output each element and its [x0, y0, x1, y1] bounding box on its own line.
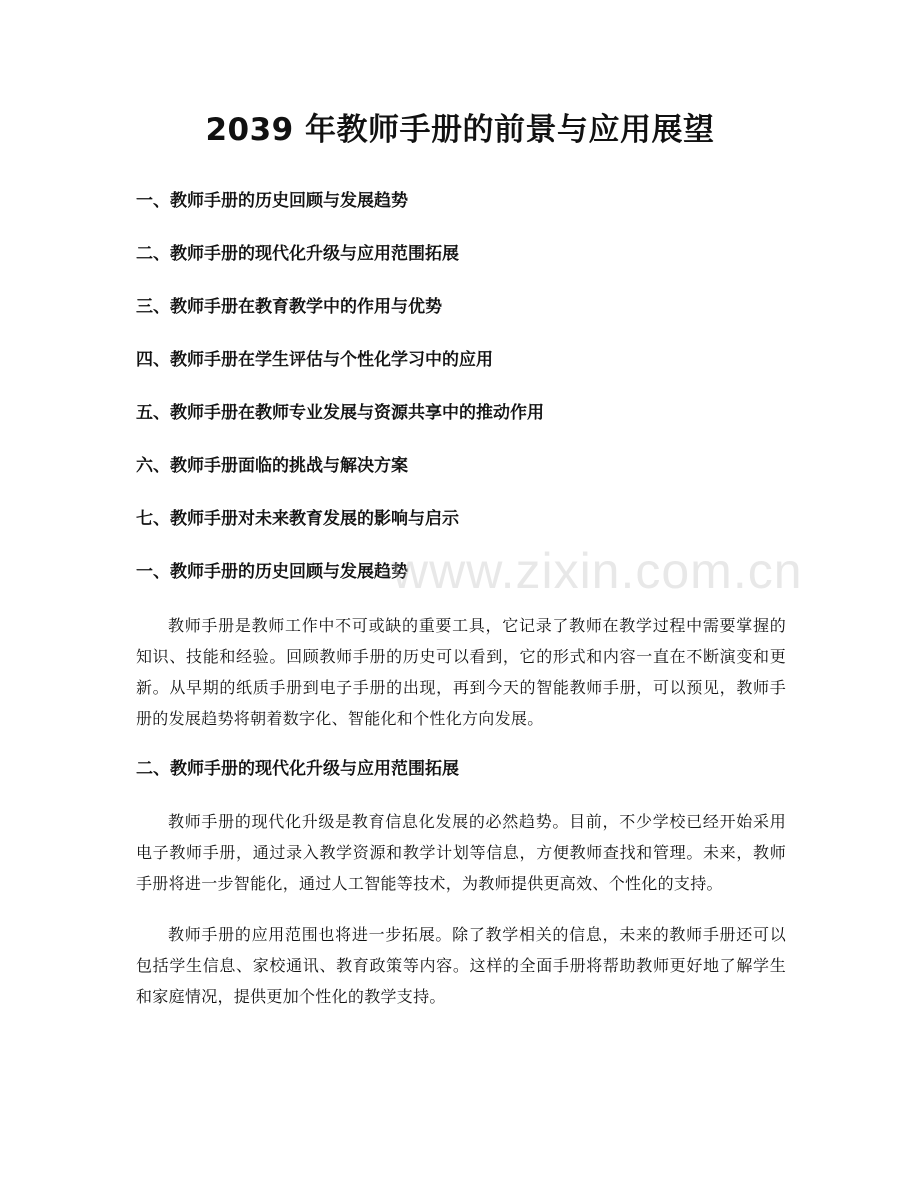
toc-item-5: 五、教师手册在教师专业发展与资源共享中的推动作用: [136, 403, 544, 423]
toc-item-6: 六、教师手册面临的挑战与解决方案: [136, 456, 408, 476]
document-title: 2039 年教师手册的前景与应用展望: [205, 112, 715, 148]
section-paragraph: 教师手册的现代化升级是教育信息化发展的必然趋势。目前，不少学校已经开始采用电子教师手册，通过录入教学资源和教学计划等信息，方便教师查找和管理。未来，教师手册将进一步智能化，通过人工智能等技术，为教师提供更高效、个性化的支持。: [136, 812, 786, 893]
section-heading: 二、教师手册的现代化升级与应用范围拓展: [136, 759, 459, 779]
table-of-contents: [136, 186, 796, 557]
toc-item-3: 三、教师手册在教育教学中的作用与优势: [136, 297, 442, 317]
section-paragraph: 教师手册是教师工作中不可或缺的重要工具，它记录了教师在教学过程中需要掌握的知识、技能和经验。回顾教师手册的历史可以看到，它的形式和内容一直在不断演变和更新。从早期的纸质手册到电子手册的出现，再到今天的智能教师手册，可以预见，教师手册的发展趋势将朝着数字化、智能化和个性化方向发展。: [136, 616, 786, 728]
document-body: [136, 557, 786, 1012]
watermark: www.zixin.com.cn: [392, 543, 803, 599]
toc-item-4: 四、教师手册在学生评估与个性化学习中的应用: [136, 350, 493, 370]
toc-item-1: 一、教师手册的历史回顾与发展趋势: [136, 191, 408, 211]
toc-item-7: 七、教师手册对未来教育发展的影响与启示: [136, 509, 459, 529]
toc-item-2: 二、教师手册的现代化升级与应用范围拓展: [136, 244, 459, 264]
section-paragraph: 教师手册的应用范围也将进一步拓展。除了教学相关的信息，未来的教师手册还可以包括学生信息、家校通讯、教育政策等内容。这样的全面手册将帮助教师更好地了解学生和家庭情况，提供更加个性化的教学支持。: [136, 925, 786, 1006]
section-heading: 一、教师手册的历史回顾与发展趋势: [136, 562, 408, 582]
